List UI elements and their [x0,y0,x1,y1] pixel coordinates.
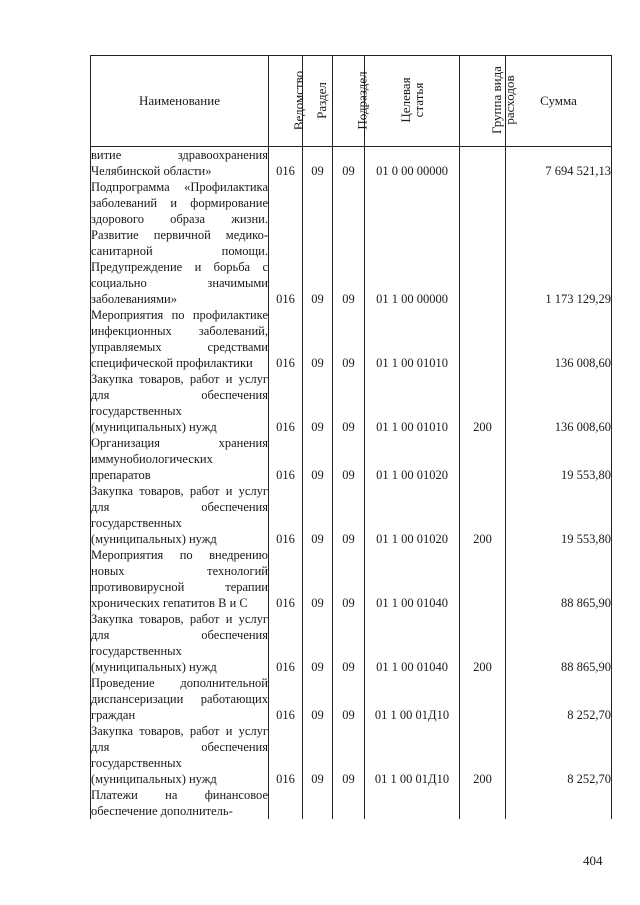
cell-podrazdel: 09 [333,147,365,180]
table-row [91,435,612,483]
cell-celevaya-statya: 01 1 00 01040 [365,611,460,675]
cell-razdel: 09 [303,371,333,435]
cell-podrazdel: 09 [333,179,365,307]
cell-name: Платежи на финансовое обеспечение дополнитель- [91,788,268,818]
page-number: 404 [583,853,603,868]
cell-celevaya-statya: 01 1 00 01010 [365,307,460,371]
cell-name: Мероприятия по профилактике инфекционных заболеваний, управляемых средствами специфической профилактики [91,308,268,370]
header-podrazdel: Подраздел [333,56,365,147]
cell-podrazdel: 09 [333,483,365,547]
header-summa: Сумма [506,56,612,147]
cell-summa: 19 553,80 [506,435,612,483]
cell-summa: 19 553,80 [506,483,612,547]
cell-celevaya-statya: 01 1 00 01Д10 [365,723,460,787]
cell-summa: 88 865,90 [506,547,612,611]
table-row [91,147,612,180]
cell-name: Проведение дополнительной диспансеризации работающих граждан [91,676,268,722]
cell-gruppa-vida-rashodov [460,675,506,723]
cell-vedomstvo: 016 [269,307,303,371]
cell-podrazdel: 09 [333,723,365,787]
cell-vedomstvo: 016 [269,675,303,723]
cell-gruppa-vida-rashodov: 200 [460,611,506,675]
cell-razdel: 09 [303,435,333,483]
cell-name: Закупка товаров, работ и услуг для обеспечения государственных (муниципальных) нужд [91,612,268,674]
budget-table [90,55,612,819]
cell-gruppa-vida-rashodov: 200 [460,483,506,547]
cell-summa: 1 173 129,29 [506,179,612,307]
table-row [91,547,612,611]
header-razdel: Раздел [303,56,333,147]
cell-vedomstvo: 016 [269,147,303,180]
cell-name: Мероприятия по внедрению новых технологий противовирусной терапии хронических гепатитов В и С [91,548,268,610]
cell-celevaya-statya: 01 1 00 01010 [365,371,460,435]
cell-summa: 8 252,70 [506,675,612,723]
cell-gruppa-vida-rashodov [460,307,506,371]
table-body [91,147,612,820]
cell-podrazdel: 09 [333,675,365,723]
header-gruppa-vida-rashodov: Группа вида расходов [460,56,506,147]
cell-gruppa-vida-rashodov [460,547,506,611]
cell-summa: 8 252,70 [506,723,612,787]
cell-name: витие здравоохранения Челябинской области» [91,148,268,178]
cell-name: Закупка товаров, работ и услуг для обеспечения государственных (муниципальных) нужд [91,484,268,546]
cell-celevaya-statya: 01 1 00 01020 [365,435,460,483]
header-name: Наименование [91,56,269,147]
table-row [91,307,612,371]
cell-name: Подпрограмма «Профилактика заболеваний и формирование здорового образа жизни. Развитие первичной медико-санитарной помощи. Предупреждение и борьба с социально значимыми заболеваниями» [91,180,268,306]
cell-vedomstvo: 016 [269,179,303,307]
cell-celevaya-statya: 01 1 00 01040 [365,547,460,611]
cell-gruppa-vida-rashodov [460,179,506,307]
cell-vedomstvo: 016 [269,435,303,483]
table-row [91,483,612,547]
cell-vedomstvo: 016 [269,371,303,435]
cell-summa: 88 865,90 [506,611,612,675]
cell-razdel: 09 [303,483,333,547]
table-row [91,611,612,675]
table-row [91,179,612,307]
cell-razdel: 09 [303,147,333,180]
cell-razdel: 09 [303,611,333,675]
header-vedomstvo: Ведомство [269,56,303,147]
cell-celevaya-statya [365,787,460,819]
cell-razdel [303,787,333,819]
cell-celevaya-statya: 01 1 00 01020 [365,483,460,547]
table-row [91,675,612,723]
table-row [91,723,612,787]
cell-podrazdel: 09 [333,547,365,611]
cell-celevaya-statya: 01 0 00 00000 [365,147,460,180]
header-celevaya-statya: Целевая статья [365,56,460,147]
cell-razdel: 09 [303,179,333,307]
cell-celevaya-statya: 01 1 00 01Д10 [365,675,460,723]
cell-podrazdel: 09 [333,611,365,675]
cell-summa: 7 694 521,13 [506,147,612,180]
cell-podrazdel: 09 [333,435,365,483]
cell-celevaya-statya: 01 1 00 00000 [365,179,460,307]
cell-gruppa-vida-rashodov [460,435,506,483]
cell-podrazdel [333,787,365,819]
cell-vedomstvo: 016 [269,483,303,547]
cell-vedomstvo [269,787,303,819]
cell-vedomstvo: 016 [269,547,303,611]
cell-summa: 136 008,60 [506,371,612,435]
cell-razdel: 09 [303,675,333,723]
cell-name: Организация хранения иммунобиологических препаратов [91,436,268,482]
cell-podrazdel: 09 [333,371,365,435]
table-row [91,371,612,435]
cell-gruppa-vida-rashodov: 200 [460,371,506,435]
cell-summa [506,787,612,819]
table-header-row [91,56,612,147]
cell-razdel: 09 [303,547,333,611]
cell-name: Закупка товаров, работ и услуг для обеспечения государственных (муниципальных) нужд [91,372,268,434]
cell-name: Закупка товаров, работ и услуг для обеспечения государственных (муниципальных) нужд [91,724,268,786]
cell-summa: 136 008,60 [506,307,612,371]
cell-vedomstvo: 016 [269,723,303,787]
table-row [91,787,612,819]
cell-gruppa-vida-rashodov: 200 [460,723,506,787]
cell-gruppa-vida-rashodov [460,787,506,819]
cell-podrazdel: 09 [333,307,365,371]
cell-gruppa-vida-rashodov [460,147,506,180]
cell-vedomstvo: 016 [269,611,303,675]
cell-razdel: 09 [303,723,333,787]
cell-razdel: 09 [303,307,333,371]
